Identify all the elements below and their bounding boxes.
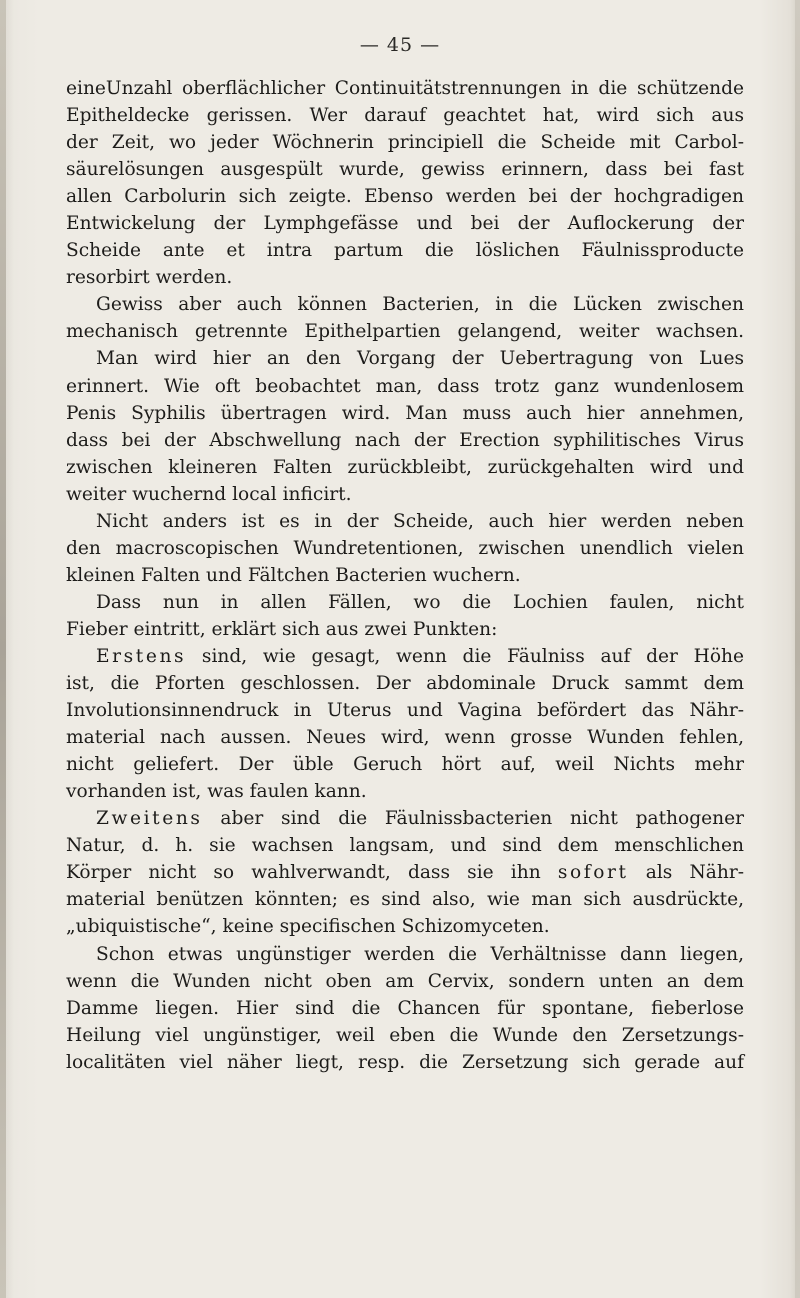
text-line: Involutionsinnendruck in Uterus und Vagina befördert das Nähr- (66, 700, 744, 722)
text-segment: aber sind die Fäulnissbacterien nicht pathogener (202, 808, 744, 830)
text-line: material benützen könnten; es sind also, wie man sich ausdrückte, (66, 889, 744, 911)
text-line (66, 859, 744, 886)
page-edge-left (0, 0, 6, 1298)
text-line (66, 643, 744, 670)
text-line: allen Carbolurin sich zeigte. Ebenso werden bei der hochgradigen (66, 186, 744, 208)
body-text (66, 75, 744, 1076)
text-line: Schon etwas ungünstiger werden die Verhältnisse dann liegen, (96, 943, 744, 965)
text-segment: sind, wie gesagt, wenn die Fäulniss auf der Höhe (186, 645, 744, 667)
text-line: Dass nun in allen Fällen, wo die Lochien faulen, nicht (96, 591, 744, 613)
text-line: weiter wuchernd local inficirt. (66, 483, 352, 505)
text-line: eineUnzahl oberflächlicher Continuitätstrennungen in die schützende (66, 78, 744, 99)
text-line: säurelösungen ausgespült wurde, gewiss erinnern, dass bei fast (66, 159, 744, 181)
text-line: Natur, d. h. sie wachsen langsam, und sind dem menschlichen (66, 835, 744, 857)
text-line: Nicht anders ist es in der Scheide, auch hier werden neben (96, 510, 744, 532)
text-line: Heilung viel ungünstiger, weil eben die Wunde den Zersetzungs- (66, 1024, 744, 1046)
text-line: dass bei der Abschwellung nach der Erection syphilitisches Virus (66, 429, 744, 451)
text-line: resorbirt werden. (66, 267, 233, 289)
text-line: der Zeit, wo jeder Wöchnerin principiell die Scheide mit Carbol- (66, 132, 744, 154)
emphasis-sofort: sofort (557, 862, 629, 884)
text-line: Scheide ante et intra partum die löslichen Fäulnissproducte (66, 240, 744, 262)
text-line: material nach aussen. Neues wird, wenn grosse Wunden fehlen, (66, 727, 744, 749)
text-line: vorhanden ist, was faulen kann. (66, 781, 367, 803)
text-line: Penis Syphilis übertragen wird. Man muss auch hier annehmen, (66, 402, 744, 424)
text-segment: als Nähr- (628, 862, 744, 884)
text-line: Gewiss aber auch können Bacterien, in die Lücken zwischen (96, 294, 744, 316)
text-line: Epitheldecke gerissen. Wer darauf geachtet hat, wird sich aus (66, 105, 744, 127)
page-number: — 45 — (359, 34, 441, 56)
text-line: wenn die Wunden nicht oben am Cervix, sondern unten an dem (66, 970, 744, 992)
text-line: Fieber eintritt, erklärt sich aus zwei Punkten: (66, 618, 498, 640)
text-segment: Körper nicht so wahlverwandt, dass sie ihn (66, 862, 558, 884)
text-line: ist, die Pforten geschlossen. Der abdominale Druck sammt dem (66, 673, 744, 695)
text-line: den macroscopischen Wundretentionen, zwischen unendlich vielen (66, 537, 744, 559)
emphasis-erstens: Erstens (96, 645, 187, 667)
text-line: mechanisch getrennte Epithelpartien gelangend, weiter wachsen. (66, 321, 744, 343)
text-line: Entwickelung der Lymphgefässe und bei der Auflockerung der (66, 213, 744, 235)
text-line (66, 805, 744, 832)
text-line: zwischen kleineren Falten zurückbleibt, zurückgehalten wird und (66, 456, 744, 478)
text-line: Man wird hier an den Vorgang der Uebertragung von Lues (96, 348, 744, 370)
text-line: erinnert. Wie oft beobachtet man, dass trotz ganz wundenlosem (66, 375, 744, 397)
text-line: „ubiquistische“, keine specifischen Schizomyceten. (66, 916, 550, 938)
text-line: kleinen Falten und Fältchen Bacterien wuchern. (66, 564, 521, 586)
text-line: localitäten viel näher liegt, resp. die Zersetzung sich gerade auf (66, 1051, 744, 1073)
text-line: nicht geliefert. Der üble Geruch hört auf, weil Nichts mehr (66, 754, 744, 776)
text-line: Damme liegen. Hier sind die Chancen für spontane, fieberlose (66, 997, 744, 1019)
emphasis-zweitens: Zweitens (96, 808, 203, 830)
page-edge-right (795, 0, 800, 1298)
